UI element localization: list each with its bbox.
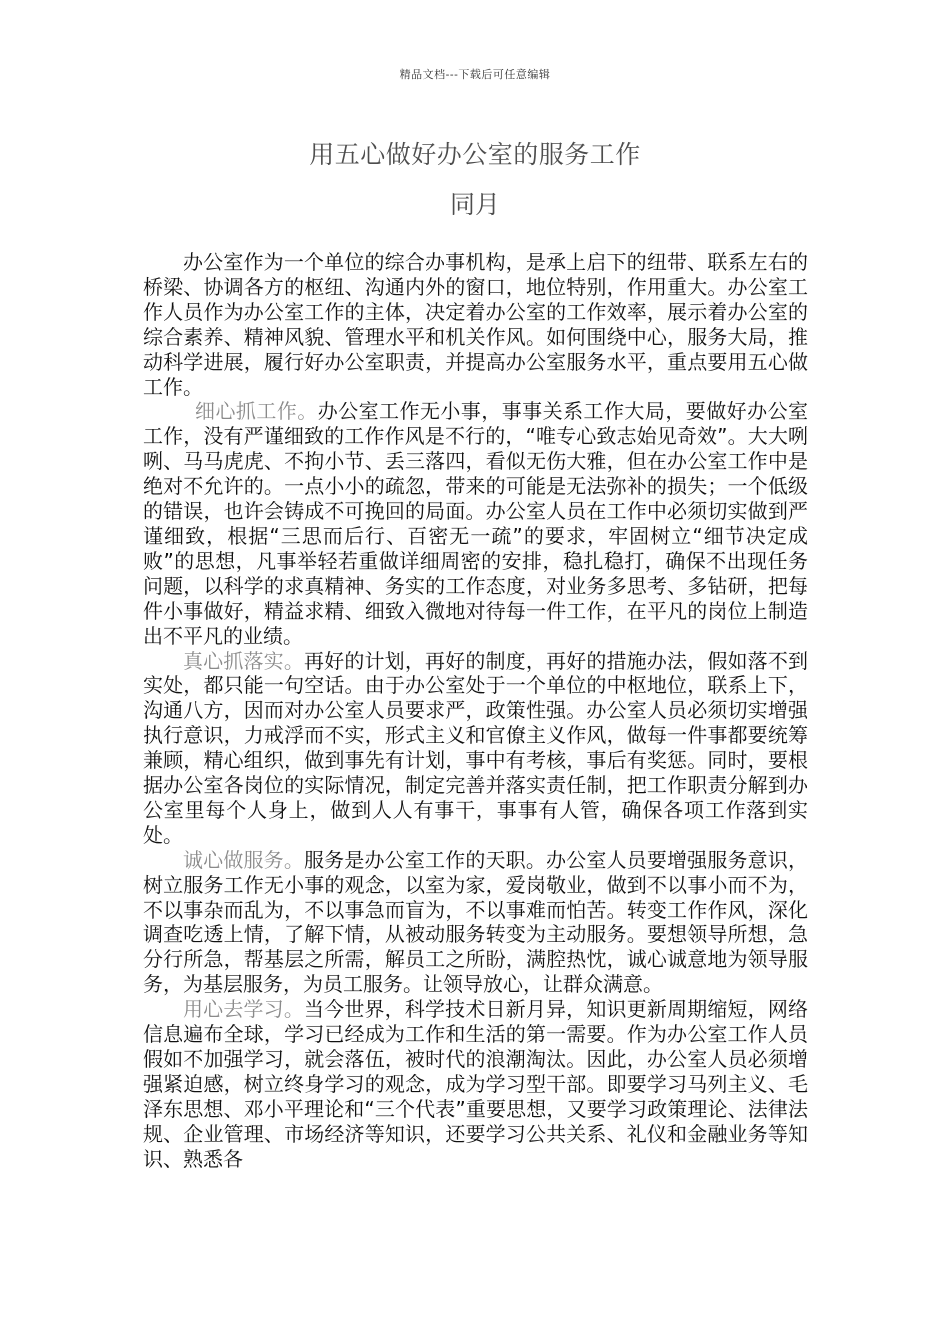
paragraph-heading: 诚心做服务。 bbox=[183, 847, 304, 872]
paragraph-heading: 真心抓落实。 bbox=[183, 648, 304, 673]
header-note: 精品文档---下载后可任意编辑 bbox=[399, 68, 551, 81]
paragraph-intro bbox=[143, 250, 808, 399]
paragraph-text: 办公室工作无小事，事事关系工作大局，要做好办公室工作，没有严谨细致的工作作风是不行的，“唯专心致志始见奇效”。大大咧咧、马马虎虎、不拘小节、丢三落四，看似无伤大雅，但在办公室工作中是绝对不允许的。一点小小的疏忽，带来的可能是无法弥补的损失；一个低级的错误，也许会铸成不可挽回的局面。办公室人员在工作中必须切实做到严谨细致，根据“三思而后行、百密无一疏”的要求，牢固树立“细节决定成败”的思想，凡事举轻若重做详细周密的安排，稳扎稳打，确保不出现任务问题，以科学的求真精神、务实的工作态度，对业务多思考、多钻研，把每件小事做好，精益求精、细致入微地对待每一件工作，在平凡的岗位上制造出不平凡的业绩。 bbox=[143, 399, 809, 648]
document-author: 同月 bbox=[449, 190, 500, 219]
paragraph-text: 当今世界，科学技术日新月异，知识更新周期缩短，网络信息遍布全球，学习已经成为工作和生活的第一需要。作为办公室工作人员假如不加强学习，就会落伍，被时代的浪潮淘汰。因此，办公室人员必须增强紧迫感，树立终身学习的观念，成为学习型干部。即要学习马列主义、毛泽东思想、邓小平理论和“三个代表”重要思想，又要学习政策理论、法律法规、企业管理、市场经济等知识，还要学习公共关系、礼仪和金融业务等知识、熟悉各 bbox=[143, 997, 808, 1171]
document-title: 用五心做好办公室的服务工作 bbox=[309, 140, 641, 169]
paragraph-implementation bbox=[143, 649, 808, 848]
paragraph-learning bbox=[143, 997, 808, 1171]
paragraph-text: 办公室作为一个单位的综合办事机构，是承上启下的纽带、联系左右的桥梁、协调各方的枢纽、沟通内外的窗口，地位特别，作用重大。办公室工作人员作为办公室工作的主体，决定着办公室的工作效率，展示着办公室的综合素养、精神风貌、管理水平和机关作风。如何围绕中心，服务大局，推动科学进展，履行好办公室职责，并提高办公室服务水平，重点要用五心做工作。 bbox=[143, 250, 808, 399]
document-body bbox=[143, 250, 808, 1172]
paragraph-text: 服务是办公室工作的天职。办公室人员要增强服务意识，树立服务工作无小事的观念，以室为家，爱岗敬业，做到不以事小而不为，不以事杂而乱为，不以事急而盲为，不以事难而怕苦。转变工作作风，深化调查吃透上情，了解下情，从被动服务转变为主动服务。要想领导所想，急分行所急，帮基层之所需，解员工之所盼，满腔热忱，诚心诚意地为领导服务，为基层服务，为员工服务。让领导放心，让群众满意。 bbox=[143, 847, 808, 997]
paragraph-service bbox=[143, 848, 808, 997]
paragraph-text: 再好的计划，再好的制度，再好的措施办法，假如落不到实处，都只能一句空话。由于办公室处于一个单位的中枢地位，联系上下，沟通八方，因而对办公室人员要求严，政策性强。办公室人员必须切实增强执行意识，力戒浮而不实，形式主义和官僚主义作风，做每一件事都要统筹兼顾，精心组织，做到事先有计划，事中有考核，事后有奖惩。同时，要根据办公室各岗位的实际情况，制定完善并落实责任制，把工作职责分解到办公室里每个人身上，做到人人有事干，事事有人管，确保各项工作落到实处。 bbox=[143, 648, 808, 847]
paragraph-careful-work bbox=[143, 399, 808, 648]
paragraph-heading: 用心去学习。 bbox=[183, 997, 304, 1022]
paragraph-heading: 细心抓工作。 bbox=[195, 399, 318, 424]
